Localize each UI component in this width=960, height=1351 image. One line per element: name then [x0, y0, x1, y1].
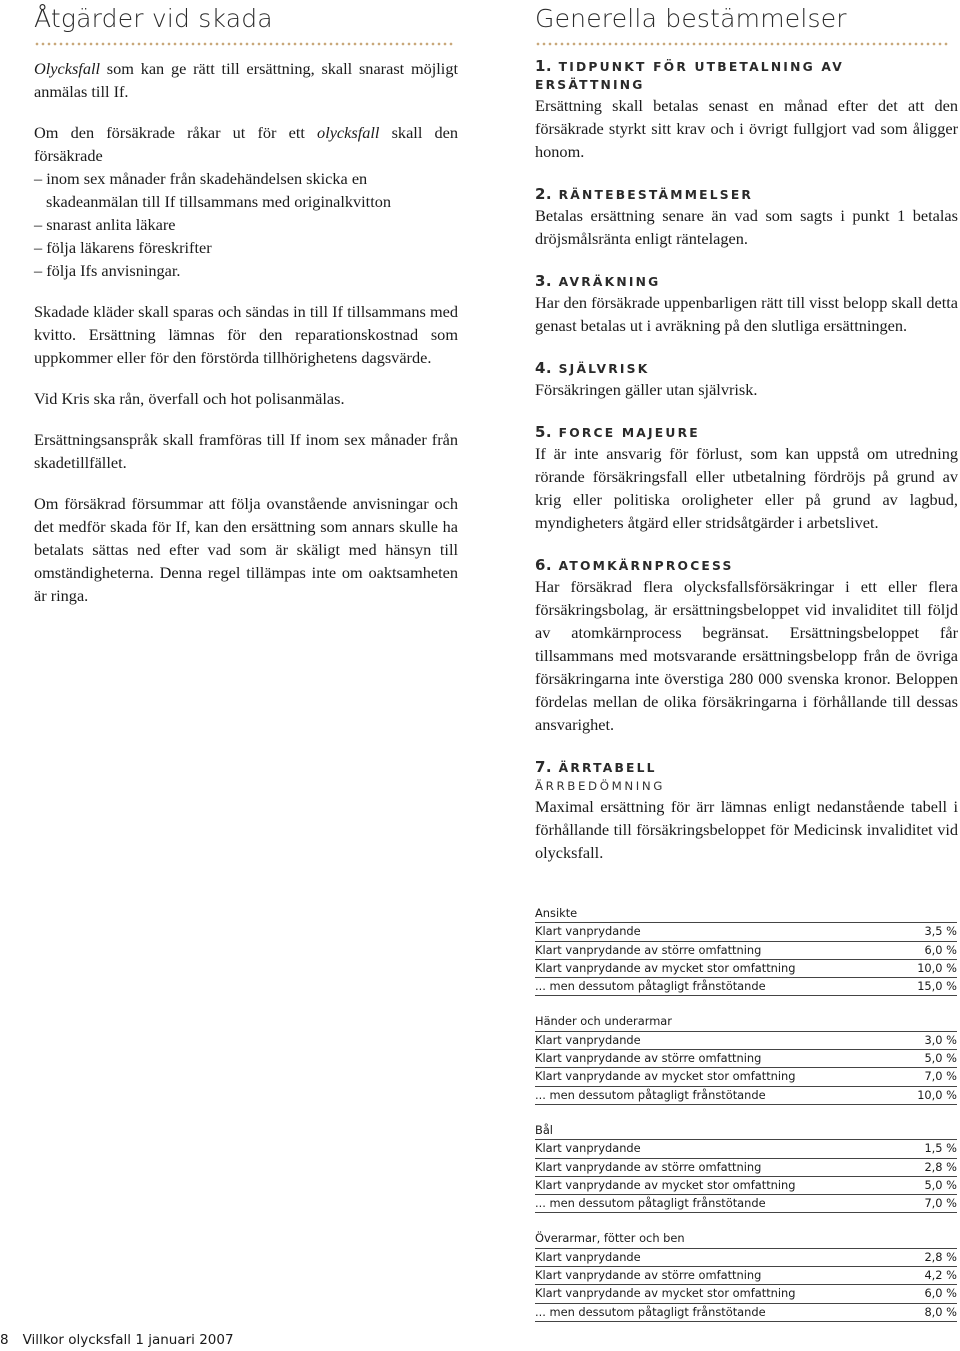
- table-row: [535, 1032, 957, 1050]
- left-heading: Åtgärder vid skada: [34, 4, 273, 33]
- row-value: 5,0 %: [924, 1051, 957, 1066]
- section-number: 2.: [535, 185, 553, 203]
- row-value: 2,8 %: [924, 1159, 957, 1174]
- section-heading: [535, 758, 958, 777]
- row-label: ... men dessutom påtagligt frånstötande: [535, 1304, 766, 1319]
- scar-table-ansikte: [535, 905, 957, 996]
- table-row: [535, 1087, 957, 1105]
- row-value: 15,0 %: [917, 979, 957, 994]
- section-number: 6.: [535, 556, 553, 574]
- row-label: ... men dessutom påtagligt frånstötande: [535, 979, 766, 994]
- section-title: AVRÄKNING: [558, 275, 661, 289]
- section-text: Har den försäkrade uppenbarligen rätt till visst belopp skall detta genast betalas ut i avräkning på den slutliga ersättningen.: [535, 293, 958, 335]
- section-title: ÄRRTABELL: [558, 761, 657, 775]
- scar-table-bal: [535, 1122, 957, 1213]
- table-row: [535, 960, 957, 978]
- row-label: Klart vanprydande: [535, 1032, 641, 1047]
- paragraph-2-text-a: Om den försäkrade råkar ut för ett: [34, 123, 318, 142]
- section-title: ATOMKÄRNPROCESS: [558, 559, 734, 573]
- term-olycksfall: Olycksfall: [34, 59, 101, 78]
- left-column: [34, 0, 458, 625]
- row-label: Klart vanprydande: [535, 1249, 641, 1264]
- row-label: Klart vanprydande av mycket stor omfattning: [535, 1177, 796, 1192]
- row-label: ... men dessutom påtagligt frånstötande: [535, 1196, 766, 1211]
- paragraph-4: Vid Kris ska rån, överfall och hot polisanmälas.: [34, 389, 345, 408]
- section-heading: [535, 185, 958, 204]
- row-value: 4,2 %: [924, 1268, 957, 1283]
- section-title: RÄNTEBESTÄMMELSER: [558, 188, 754, 202]
- section-3: [535, 272, 958, 337]
- row-label: Klart vanprydande av större omfattning: [535, 1159, 762, 1174]
- section-7: [535, 758, 958, 864]
- table-row: [535, 942, 957, 960]
- section-title: TIDPUNKT FÖR UTBETALNING AV ERSÄTTNING: [535, 60, 844, 92]
- table-row: [535, 1249, 957, 1267]
- section-4: [535, 359, 958, 401]
- row-label: Klart vanprydande av större omfattning: [535, 1051, 762, 1066]
- section-subheading: ÄRRBEDÖMNING: [535, 779, 666, 793]
- dotted-divider: [535, 41, 950, 47]
- table-row: [535, 1050, 957, 1068]
- section-text: Försäkringen gäller utan självrisk.: [535, 380, 758, 399]
- table-row: [535, 978, 957, 996]
- right-column: [535, 0, 958, 886]
- row-value: 8,0 %: [924, 1304, 957, 1319]
- paragraph-1: [34, 57, 458, 103]
- paragraph-3: Skadade kläder skall sparas och sändas in till If tillsammans med kvitto. Ersättning lämnas för den reparationskostnad som uppkommer eller för den förstörda tillhörighetens dagsvärde.: [34, 302, 458, 367]
- table-row: [535, 1195, 957, 1213]
- page-footer: [0, 1332, 248, 1348]
- table-title: Ansikte: [535, 905, 957, 923]
- row-label: Klart vanprydande av större omfattning: [535, 1268, 762, 1283]
- list-item: – inom sex månader från skadehändelsen skicka en skadeanmälan till If tillsammans med originalkvitton: [34, 169, 391, 211]
- table-row: [535, 1068, 957, 1086]
- row-value: 6,0 %: [924, 1286, 957, 1301]
- document-title: Villkor olycksfall 1 januari 2007: [22, 1332, 234, 1348]
- section-heading: [535, 423, 958, 442]
- row-value: 3,5 %: [924, 924, 957, 939]
- row-value: 1,5 %: [924, 1141, 957, 1156]
- section-1: [535, 57, 958, 163]
- section-heading: [535, 272, 958, 291]
- table-title: Överarmar, fötter och ben: [535, 1230, 957, 1248]
- section-number: 4.: [535, 359, 553, 377]
- section-heading: [535, 556, 958, 575]
- row-label: Klart vanprydande av större omfattning: [535, 942, 762, 957]
- row-value: 10,0 %: [917, 960, 957, 975]
- row-value: 2,8 %: [924, 1249, 957, 1264]
- section-heading: [535, 359, 958, 378]
- term-olycksfall-2: olycksfall: [317, 123, 380, 142]
- section-5: [535, 423, 958, 534]
- section-text: Betalas ersättning senare än vad som sagts i punkt 1 betalas dröjsmålsränta enligt räntelagen.: [535, 206, 958, 248]
- table-title: Händer och underarmar: [535, 1013, 957, 1031]
- list-item: – följa Ifs anvisningar.: [34, 261, 181, 280]
- table-row: [535, 1304, 957, 1322]
- row-label: Klart vanprydande av mycket stor omfattning: [535, 1069, 796, 1084]
- row-value: 6,0 %: [924, 942, 957, 957]
- paragraph-6: Om försäkrad försummar att följa ovanstående anvisningar och det medför skada för If, kan den ersättning som annars skulle ha betalats sättas ned efter vad som är skäligt med hänsyn till omständigheterna. Denna regel tillämpas inte om oaktsamheten är ringa.: [34, 494, 458, 605]
- paragraph-1-text: som kan ge rätt till ersättning, skall snarast möjligt anmälas till If.: [34, 59, 458, 101]
- section-text: Ersättning skall betalas senast en månad efter det att den försäkrade styrkt sitt krav och i övrigt fullgjort vad som åligger honom.: [535, 96, 958, 161]
- row-label: ... men dessutom påtagligt frånstötande: [535, 1087, 766, 1102]
- section-text: Maximal ersättning för ärr lämnas enligt nedanstående tabell i förhållande till försäkringsbeloppet för Medicinsk invaliditet vid olycksfall.: [535, 797, 958, 862]
- section-title: SJÄLVRISK: [558, 362, 650, 376]
- table-row: [535, 923, 957, 941]
- row-label: Klart vanprydande: [535, 1141, 641, 1156]
- row-label: Klart vanprydande av mycket stor omfattning: [535, 960, 796, 975]
- scar-tables: [535, 905, 957, 1339]
- row-value: 7,0 %: [924, 1069, 957, 1084]
- table-row: [535, 1140, 957, 1158]
- section-number: 7.: [535, 758, 553, 776]
- section-2: [535, 185, 958, 250]
- table-row: [535, 1285, 957, 1303]
- section-number: 1.: [535, 57, 553, 75]
- section-6: [535, 556, 958, 736]
- table-title: Bål: [535, 1122, 957, 1140]
- section-text: Har försäkrad flera olycksfallsförsäkringar i ett eller flera försäkringsbolag, är ersättningsbeloppet vid invaliditet till följd av atomkärnprocess begränsat. Ersättningsbeloppet får tillsammans med motsvarande ersättningsbelopp från de övriga försäkringarna inte överstiga 280 000 svenska kronor. Beloppen fördelas mellan de olika försäkringarna i förhållande till dessas ansvarighet.: [535, 577, 958, 734]
- row-label: Klart vanprydande av mycket stor omfattning: [535, 1286, 796, 1301]
- row-value: 7,0 %: [924, 1196, 957, 1211]
- list-item: – snarast anlita läkare: [34, 215, 176, 234]
- section-heading: [535, 57, 958, 94]
- section-text: If är inte ansvarig för förlust, som kan uppstå om utredning rörande försäkringsfall eller utbetalning fördröjs på grund av krig eller politiska oroligheter eller på grund av lagbud, myndigheters åtgärd eller stridsåtgärder i arbetslivet.: [535, 444, 958, 532]
- paragraph-2: [34, 121, 458, 167]
- table-row: [535, 1177, 957, 1195]
- scar-table-overarmar: [535, 1230, 957, 1321]
- list-item: – följa läkarens föreskrifter: [34, 238, 212, 257]
- table-row: [535, 1159, 957, 1177]
- section-title: FORCE MAJEURE: [558, 426, 700, 440]
- section-number: 5.: [535, 423, 553, 441]
- row-value: 3,0 %: [924, 1032, 957, 1047]
- row-value: 5,0 %: [924, 1177, 957, 1192]
- paragraph-2-text-b: skall den försäkrade: [34, 123, 458, 165]
- action-list: [34, 167, 458, 282]
- scar-table-hander: [535, 1013, 957, 1104]
- section-number: 3.: [535, 272, 553, 290]
- paragraph-5: Ersättningsanspråk skall framföras till If inom sex månader från skadetillfället.: [34, 430, 458, 472]
- row-value: 10,0 %: [917, 1087, 957, 1102]
- dotted-divider: [34, 41, 454, 47]
- page-number: 8: [0, 1332, 9, 1348]
- table-row: [535, 1267, 957, 1285]
- row-label: Klart vanprydande: [535, 924, 641, 939]
- right-heading: Generella bestämmelser: [535, 4, 847, 33]
